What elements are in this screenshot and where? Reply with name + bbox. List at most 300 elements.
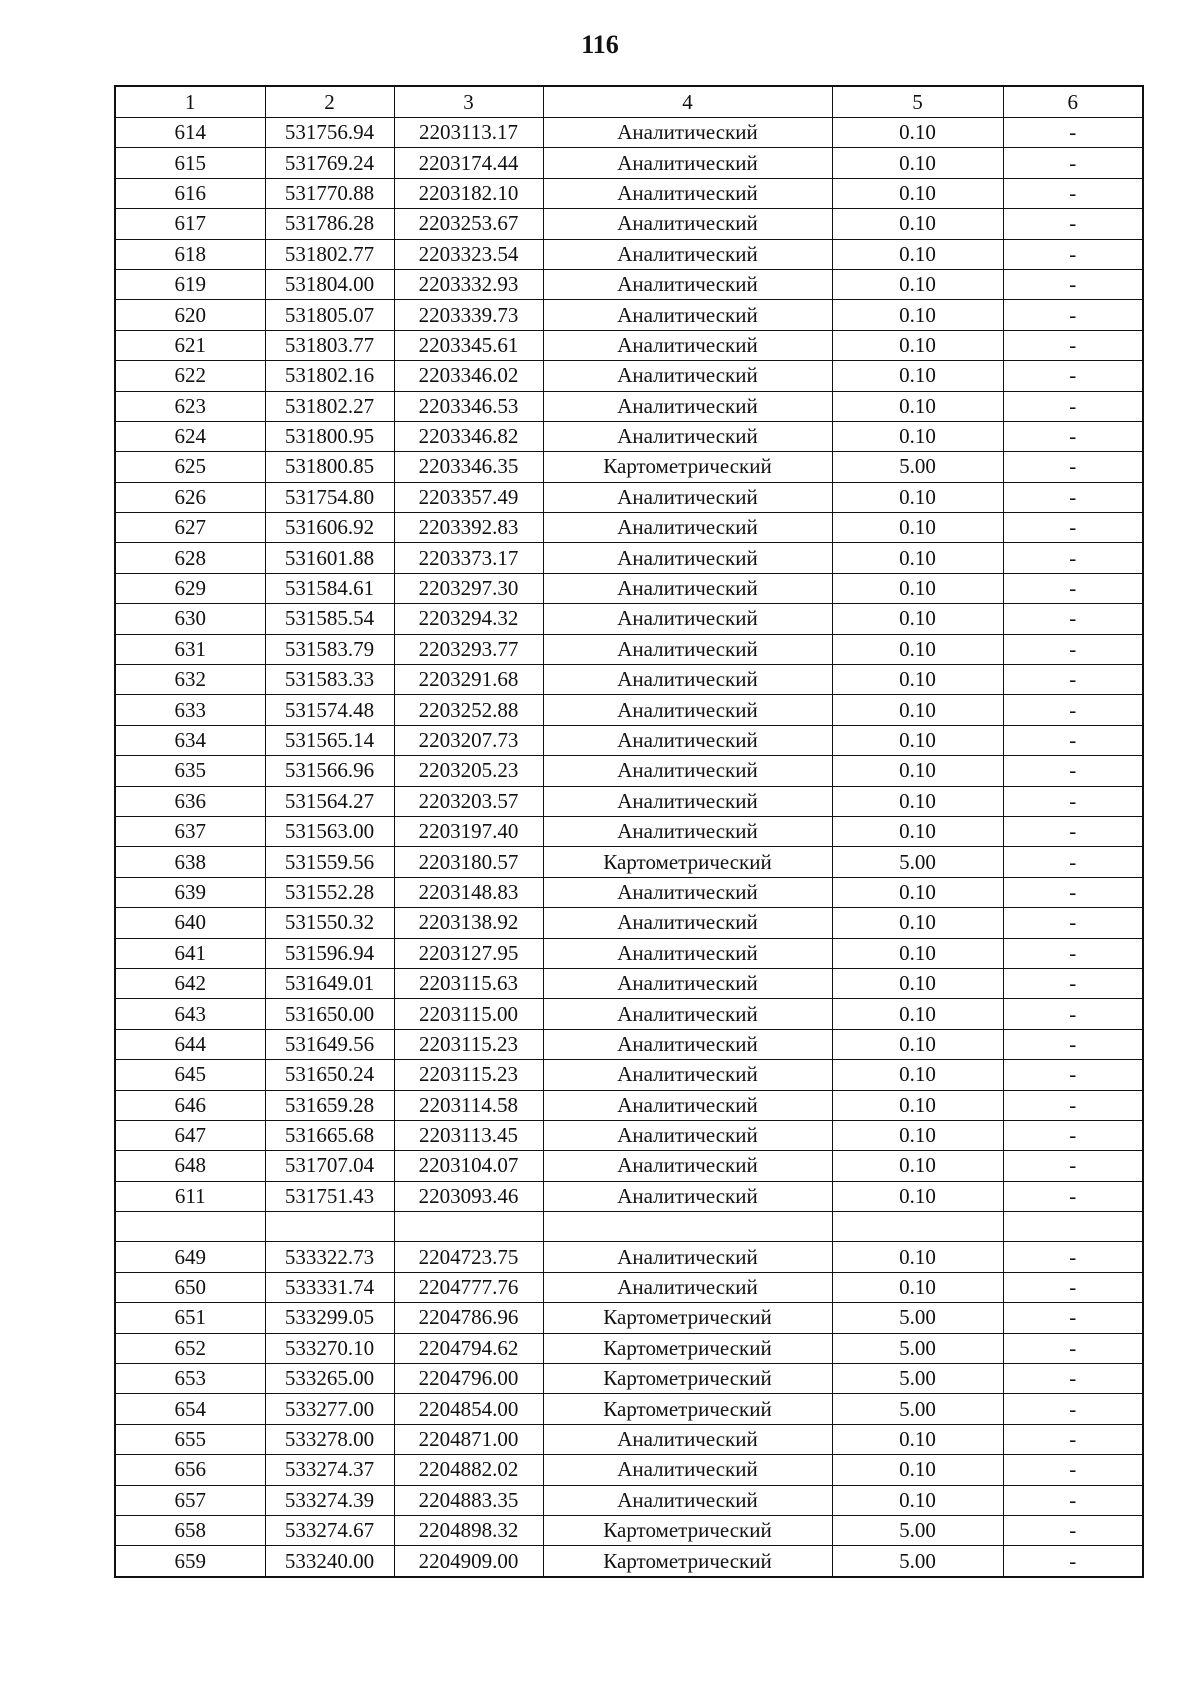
point-number-cell: 626 [115,482,265,512]
table-row [115,1242,1143,1272]
method-cell: Аналитический [543,634,832,664]
table-row [115,1394,1143,1424]
method-cell: Аналитический [543,725,832,755]
point-number-cell: 650 [115,1272,265,1302]
note-cell: - [1003,209,1143,239]
accuracy-cell: 5.00 [832,847,1003,877]
point-number-cell: 658 [115,1515,265,1545]
accuracy-cell: 0.10 [832,1181,1003,1211]
note-cell: - [1003,148,1143,178]
note-cell: - [1003,1272,1143,1302]
table-row [115,1272,1143,1302]
note-cell: - [1003,908,1143,938]
method-cell: Аналитический [543,482,832,512]
accuracy-cell: 0.10 [832,573,1003,603]
point-number-cell: 617 [115,209,265,239]
y-coordinate-cell: 2203115.23 [394,1029,543,1059]
method-cell: Картометрический [543,847,832,877]
column-header: 6 [1003,86,1143,118]
x-coordinate-cell: 531804.00 [265,269,394,299]
y-coordinate-cell: 2203332.93 [394,269,543,299]
table-row [115,1090,1143,1120]
table-row [115,604,1143,634]
accuracy-cell: 0.10 [832,604,1003,634]
accuracy-cell: 0.10 [832,1060,1003,1090]
table-row [115,452,1143,482]
method-cell: Аналитический [543,1485,832,1515]
accuracy-cell: 0.10 [832,330,1003,360]
accuracy-cell: 5.00 [832,1333,1003,1363]
accuracy-cell: 0.10 [832,1151,1003,1181]
point-number-cell: 630 [115,604,265,634]
y-coordinate-cell: 2203104.07 [394,1151,543,1181]
note-cell: - [1003,330,1143,360]
accuracy-cell: 0.10 [832,543,1003,573]
note-cell: - [1003,1303,1143,1333]
method-cell: Аналитический [543,999,832,1029]
point-number-cell: 628 [115,543,265,573]
note-cell: - [1003,573,1143,603]
accuracy-cell: 0.10 [832,118,1003,148]
note-cell: - [1003,938,1143,968]
note-cell: - [1003,1546,1143,1577]
table-row [115,816,1143,846]
point-number-cell: 655 [115,1424,265,1454]
x-coordinate-cell: 531770.88 [265,178,394,208]
method-cell: Картометрический [543,1515,832,1545]
table-row [115,1485,1143,1515]
x-coordinate-cell: 531585.54 [265,604,394,634]
x-coordinate-cell: 531650.24 [265,1060,394,1090]
point-number-cell: 618 [115,239,265,269]
accuracy-cell: 0.10 [832,482,1003,512]
accuracy-cell: 0.10 [832,1272,1003,1302]
column-header: 4 [543,86,832,118]
x-coordinate-cell: 531805.07 [265,300,394,330]
method-cell: Аналитический [543,1181,832,1211]
y-coordinate-cell: 2204723.75 [394,1242,543,1272]
note-cell: - [1003,239,1143,269]
point-number-cell: 656 [115,1455,265,1485]
y-coordinate-cell: 2203203.57 [394,786,543,816]
method-cell: Картометрический [543,1546,832,1577]
point-number-cell: 631 [115,634,265,664]
method-cell: Аналитический [543,1151,832,1181]
accuracy-cell: 0.10 [832,148,1003,178]
note-cell: - [1003,361,1143,391]
y-coordinate-cell: 2203373.17 [394,543,543,573]
method-cell: Аналитический [543,1455,832,1485]
point-number-cell: 633 [115,695,265,725]
column-header: 1 [115,86,265,118]
x-coordinate-cell: 531550.32 [265,908,394,938]
x-coordinate-cell: 531650.00 [265,999,394,1029]
y-coordinate-cell: 2203207.73 [394,725,543,755]
y-coordinate-cell: 2203115.00 [394,999,543,1029]
accuracy-cell: 5.00 [832,1546,1003,1577]
y-coordinate-cell: 2203182.10 [394,178,543,208]
accuracy-cell: 0.10 [832,513,1003,543]
y-coordinate-cell: 2203357.49 [394,482,543,512]
note-cell: - [1003,1424,1143,1454]
y-coordinate-cell: 2203115.23 [394,1060,543,1090]
x-coordinate-cell: 531659.28 [265,1090,394,1120]
y-coordinate-cell: 2204777.76 [394,1272,543,1302]
point-number-cell: 652 [115,1333,265,1363]
method-cell: Картометрический [543,1364,832,1394]
y-coordinate-cell: 2203205.23 [394,756,543,786]
accuracy-cell: 0.10 [832,361,1003,391]
table-row [115,421,1143,451]
point-number-cell: 621 [115,330,265,360]
note-cell: - [1003,1029,1143,1059]
point-number-cell: 651 [115,1303,265,1333]
point-number-cell: 643 [115,999,265,1029]
method-cell: Картометрический [543,452,832,482]
table-header [115,86,1143,118]
method-cell: Аналитический [543,1242,832,1272]
table-row [115,482,1143,512]
method-cell: Аналитический [543,118,832,148]
note-cell: - [1003,1242,1143,1272]
method-cell: Аналитический [543,421,832,451]
table-row [115,178,1143,208]
x-coordinate-cell: 531751.43 [265,1181,394,1211]
note-cell: - [1003,178,1143,208]
y-coordinate-cell: 2203346.02 [394,361,543,391]
x-coordinate-cell: 531802.27 [265,391,394,421]
note-cell: - [1003,513,1143,543]
accuracy-cell: 0.10 [832,938,1003,968]
point-number-cell: 648 [115,1151,265,1181]
method-cell: Аналитический [543,1424,832,1454]
method-cell: Аналитический [543,513,832,543]
accuracy-cell: 0.10 [832,816,1003,846]
y-coordinate-cell: 2203253.67 [394,209,543,239]
note-cell: - [1003,1485,1143,1515]
accuracy-cell: 0.10 [832,877,1003,907]
point-number-cell: 644 [115,1029,265,1059]
y-coordinate-cell: 2203339.73 [394,300,543,330]
method-cell [543,1212,832,1242]
y-coordinate-cell: 2203114.58 [394,1090,543,1120]
table-row [115,938,1143,968]
point-number-cell: 625 [115,452,265,482]
x-coordinate-cell: 531601.88 [265,543,394,573]
method-cell: Аналитический [543,938,832,968]
point-number-cell: 632 [115,665,265,695]
y-coordinate-cell: 2204871.00 [394,1424,543,1454]
accuracy-cell: 0.10 [832,391,1003,421]
point-number-cell: 629 [115,573,265,603]
method-cell: Аналитический [543,786,832,816]
method-cell: Аналитический [543,695,832,725]
note-cell: - [1003,421,1143,451]
method-cell: Аналитический [543,665,832,695]
x-coordinate-cell: 531800.85 [265,452,394,482]
table-row [115,1212,1143,1242]
y-coordinate-cell: 2203293.77 [394,634,543,664]
point-number-cell: 653 [115,1364,265,1394]
table-row [115,1364,1143,1394]
point-number-cell: 620 [115,300,265,330]
coordinates-table [114,85,1144,1578]
table-row [115,239,1143,269]
x-coordinate-cell: 531584.61 [265,573,394,603]
x-coordinate-cell: 531583.79 [265,634,394,664]
x-coordinate-cell: 531754.80 [265,482,394,512]
x-coordinate-cell: 533274.67 [265,1515,394,1545]
y-coordinate-cell: 2203345.61 [394,330,543,360]
point-number-cell: 654 [115,1394,265,1424]
note-cell: - [1003,391,1143,421]
x-coordinate-cell: 533274.37 [265,1455,394,1485]
table-row [115,300,1143,330]
accuracy-cell: 0.10 [832,1455,1003,1485]
accuracy-cell: 0.10 [832,1029,1003,1059]
x-coordinate-cell: 533331.74 [265,1272,394,1302]
point-number-cell: 619 [115,269,265,299]
y-coordinate-cell: 2203148.83 [394,877,543,907]
table-row [115,847,1143,877]
accuracy-cell: 0.10 [832,209,1003,239]
y-coordinate-cell: 2203127.95 [394,938,543,968]
point-number-cell: 646 [115,1090,265,1120]
point-number-cell: 659 [115,1546,265,1577]
column-header: 5 [832,86,1003,118]
table-row [115,1060,1143,1090]
note-cell: - [1003,1364,1143,1394]
method-cell: Аналитический [543,1060,832,1090]
accuracy-cell: 0.10 [832,695,1003,725]
y-coordinate-cell: 2204854.00 [394,1394,543,1424]
point-number-cell [115,1212,265,1242]
accuracy-cell: 0.10 [832,1090,1003,1120]
accuracy-cell: 0.10 [832,239,1003,269]
table-body [115,118,1143,1577]
method-cell: Аналитический [543,968,832,998]
table-row [115,634,1143,664]
table-row [115,1151,1143,1181]
y-coordinate-cell: 2203180.57 [394,847,543,877]
method-cell: Аналитический [543,543,832,573]
x-coordinate-cell [265,1212,394,1242]
note-cell: - [1003,725,1143,755]
y-coordinate-cell: 2204786.96 [394,1303,543,1333]
x-coordinate-cell: 531707.04 [265,1151,394,1181]
y-coordinate-cell: 2204883.35 [394,1485,543,1515]
method-cell: Аналитический [543,816,832,846]
method-cell: Аналитический [543,148,832,178]
note-cell: - [1003,695,1143,725]
x-coordinate-cell: 531574.48 [265,695,394,725]
note-cell: - [1003,665,1143,695]
method-cell: Аналитический [543,756,832,786]
note-cell: - [1003,847,1143,877]
table-row [115,1546,1143,1577]
accuracy-cell: 0.10 [832,665,1003,695]
y-coordinate-cell: 2203174.44 [394,148,543,178]
method-cell: Картометрический [543,1303,832,1333]
table-row [115,1181,1143,1211]
note-cell: - [1003,968,1143,998]
method-cell: Аналитический [543,604,832,634]
x-coordinate-cell: 531769.24 [265,148,394,178]
point-number-cell: 623 [115,391,265,421]
method-cell: Аналитический [543,1029,832,1059]
column-header: 2 [265,86,394,118]
y-coordinate-cell: 2203294.32 [394,604,543,634]
accuracy-cell: 0.10 [832,1120,1003,1150]
table-row [115,1303,1143,1333]
point-number-cell: 642 [115,968,265,998]
point-number-cell: 616 [115,178,265,208]
table-row [115,1333,1143,1363]
method-cell: Аналитический [543,877,832,907]
y-coordinate-cell: 2203197.40 [394,816,543,846]
accuracy-cell: 0.10 [832,421,1003,451]
table-row [115,1029,1143,1059]
note-cell: - [1003,1151,1143,1181]
note-cell: - [1003,1060,1143,1090]
x-coordinate-cell: 531559.56 [265,847,394,877]
note-cell: - [1003,604,1143,634]
accuracy-cell: 5.00 [832,1303,1003,1333]
table-row [115,361,1143,391]
point-number-cell: 635 [115,756,265,786]
method-cell: Аналитический [543,269,832,299]
point-number-cell: 637 [115,816,265,846]
x-coordinate-cell: 533274.39 [265,1485,394,1515]
y-coordinate-cell: 2203113.45 [394,1120,543,1150]
note-cell: - [1003,1181,1143,1211]
point-number-cell: 638 [115,847,265,877]
method-cell: Аналитический [543,178,832,208]
note-cell: - [1003,816,1143,846]
table-row [115,1515,1143,1545]
method-cell: Аналитический [543,239,832,269]
note-cell: - [1003,1455,1143,1485]
table-row [115,665,1143,695]
y-coordinate-cell: 2204898.32 [394,1515,543,1545]
point-number-cell: 615 [115,148,265,178]
header-row [115,86,1143,118]
note-cell: - [1003,269,1143,299]
point-number-cell: 647 [115,1120,265,1150]
note-cell: - [1003,877,1143,907]
point-number-cell: 624 [115,421,265,451]
note-cell: - [1003,482,1143,512]
point-number-cell: 622 [115,361,265,391]
x-coordinate-cell: 533265.00 [265,1364,394,1394]
x-coordinate-cell: 533240.00 [265,1546,394,1577]
note-cell: - [1003,452,1143,482]
x-coordinate-cell: 531606.92 [265,513,394,543]
x-coordinate-cell: 533270.10 [265,1333,394,1363]
point-number-cell: 645 [115,1060,265,1090]
accuracy-cell: 0.10 [832,300,1003,330]
note-cell: - [1003,634,1143,664]
point-number-cell: 641 [115,938,265,968]
method-cell: Аналитический [543,300,832,330]
table-row [115,695,1143,725]
x-coordinate-cell: 531665.68 [265,1120,394,1150]
table-row [115,968,1143,998]
point-number-cell: 614 [115,118,265,148]
method-cell: Аналитический [543,330,832,360]
point-number-cell: 636 [115,786,265,816]
method-cell: Аналитический [543,573,832,603]
x-coordinate-cell: 531565.14 [265,725,394,755]
note-cell: - [1003,756,1143,786]
y-coordinate-cell: 2204882.02 [394,1455,543,1485]
table-row [115,1424,1143,1454]
y-coordinate-cell: 2203297.30 [394,573,543,603]
column-header: 3 [394,86,543,118]
table-row [115,209,1143,239]
accuracy-cell: 0.10 [832,178,1003,208]
x-coordinate-cell: 531756.94 [265,118,394,148]
method-cell: Аналитический [543,1120,832,1150]
table-row [115,269,1143,299]
method-cell: Аналитический [543,1272,832,1302]
page-number: 116 [581,30,619,59]
y-coordinate-cell: 2203392.83 [394,513,543,543]
note-cell: - [1003,300,1143,330]
accuracy-cell: 0.10 [832,1424,1003,1454]
note-cell: - [1003,118,1143,148]
y-coordinate-cell: 2203138.92 [394,908,543,938]
note-cell: - [1003,543,1143,573]
point-number-cell: 627 [115,513,265,543]
x-coordinate-cell: 531564.27 [265,786,394,816]
method-cell: Аналитический [543,391,832,421]
table-row [115,908,1143,938]
accuracy-cell: 0.10 [832,725,1003,755]
accuracy-cell: 0.10 [832,908,1003,938]
accuracy-cell: 5.00 [832,1515,1003,1545]
x-coordinate-cell: 531552.28 [265,877,394,907]
y-coordinate-cell: 2204794.62 [394,1333,543,1363]
y-coordinate-cell: 2204796.00 [394,1364,543,1394]
x-coordinate-cell: 533322.73 [265,1242,394,1272]
point-number-cell: 657 [115,1485,265,1515]
table-row [115,391,1143,421]
y-coordinate-cell: 2203115.63 [394,968,543,998]
note-cell: - [1003,1090,1143,1120]
y-coordinate-cell: 2203252.88 [394,695,543,725]
x-coordinate-cell: 531649.01 [265,968,394,998]
table-row [115,877,1143,907]
table-row [115,148,1143,178]
accuracy-cell: 5.00 [832,1394,1003,1424]
accuracy-cell: 0.10 [832,999,1003,1029]
x-coordinate-cell: 533299.05 [265,1303,394,1333]
x-coordinate-cell: 531786.28 [265,209,394,239]
note-cell: - [1003,1333,1143,1363]
table-row [115,1455,1143,1485]
y-coordinate-cell: 2203323.54 [394,239,543,269]
x-coordinate-cell: 531566.96 [265,756,394,786]
table-row [115,725,1143,755]
point-number-cell: 640 [115,908,265,938]
y-coordinate-cell: 2204909.00 [394,1546,543,1577]
x-coordinate-cell: 531596.94 [265,938,394,968]
x-coordinate-cell: 531563.00 [265,816,394,846]
note-cell: - [1003,786,1143,816]
y-coordinate-cell: 2203346.53 [394,391,543,421]
table-row [115,786,1143,816]
